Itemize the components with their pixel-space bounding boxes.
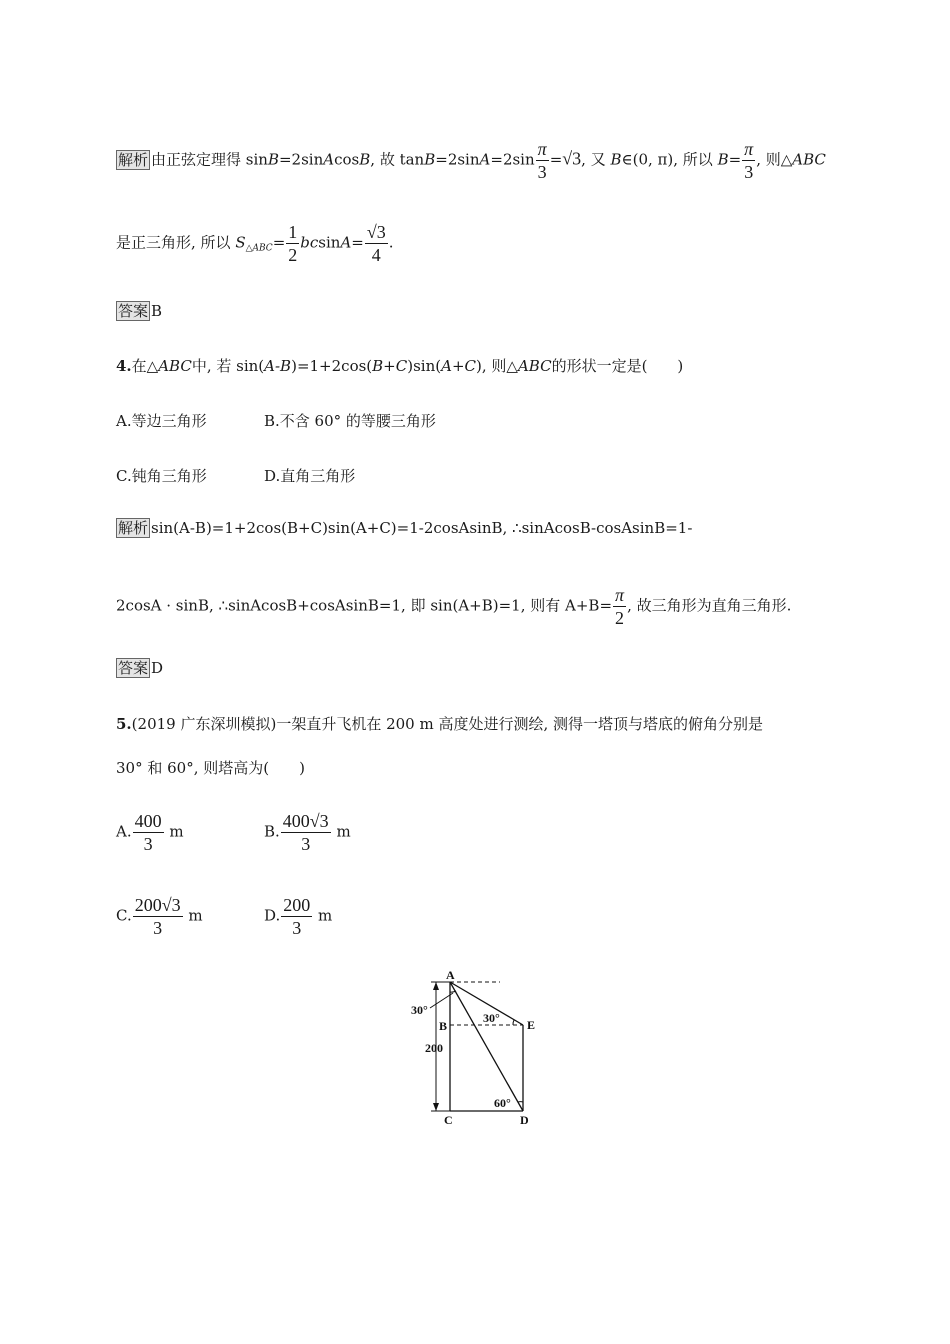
numerator: 400√3 xyxy=(282,811,329,831)
numerator: π xyxy=(615,585,625,605)
q4-option-d: D.直角三角形 xyxy=(264,467,356,485)
question-number: 5. xyxy=(116,715,132,733)
option-fraction xyxy=(281,894,312,939)
angle-label-30-mid: 30° xyxy=(483,1011,500,1025)
q5-option-c xyxy=(116,894,203,939)
var: A xyxy=(323,150,335,169)
jiexi-tag: 解析 xyxy=(118,150,149,169)
answer-value: D xyxy=(151,659,164,677)
text: = xyxy=(351,233,364,252)
answer-value: B xyxy=(151,302,163,320)
q4-option-b: B.不含 60° 的等腰三角形 xyxy=(264,412,436,430)
angle-arc-e xyxy=(513,1020,514,1025)
label-height-200: 200 xyxy=(425,1041,443,1055)
var: B+C xyxy=(372,357,408,375)
var: ABC xyxy=(158,357,192,375)
text: cos xyxy=(334,150,360,169)
radical-sqrt3: √3 xyxy=(562,148,582,169)
question4-stem xyxy=(116,356,683,376)
var: A xyxy=(340,233,352,252)
question-number: 4. xyxy=(116,357,132,375)
denominator: 2 xyxy=(615,608,625,628)
fraction-pi-over-2 xyxy=(613,584,626,629)
text: ∈(0, π), 所以 xyxy=(621,150,718,169)
answer-tag: 答案 xyxy=(118,302,149,320)
arrow-down xyxy=(433,1103,439,1111)
q4-option-a: A.等边三角形 xyxy=(116,412,207,430)
unit: m xyxy=(336,822,351,841)
text: ), 则△ xyxy=(476,357,518,375)
text: = xyxy=(549,150,563,169)
text: . xyxy=(388,233,394,252)
text: 2cosA · sinB, ∴sinAcosB+cosAsinB=1, 即 sin(A+B)=1, 则有 A+B= xyxy=(116,596,613,615)
option-fraction xyxy=(133,810,164,855)
tower-diagram xyxy=(400,968,550,1128)
arrow-up xyxy=(433,982,439,990)
denominator: 4 xyxy=(371,245,381,265)
solution3-line2 xyxy=(116,221,394,266)
question5-stem-line2: 30° 和 60°, 则塔高为( ) xyxy=(116,759,305,777)
text: )=1+2cos( xyxy=(291,357,373,375)
subscript: △ABC xyxy=(245,243,273,254)
numerator: 400 xyxy=(134,811,162,831)
denominator: 3 xyxy=(143,834,153,854)
label-c: C xyxy=(444,1113,453,1127)
denominator: 3 xyxy=(744,162,754,182)
text: , 故 tan xyxy=(370,150,425,169)
text: 的形状一定是( ) xyxy=(551,357,684,375)
text: = xyxy=(728,150,742,169)
text: , 又 xyxy=(581,150,611,169)
numerator: 200 xyxy=(283,895,311,915)
angle-label-30-left: 30° xyxy=(411,1003,428,1017)
unit: m xyxy=(188,906,203,925)
question5-stem-line1 xyxy=(116,714,763,734)
var: ABC xyxy=(517,357,552,375)
var: B xyxy=(267,150,279,169)
var: bc xyxy=(300,233,319,252)
option-label: D. xyxy=(264,906,281,925)
option-fraction xyxy=(133,894,183,939)
q4-solution-line1 xyxy=(116,518,692,538)
denominator: 3 xyxy=(292,918,302,938)
numerator: π xyxy=(537,139,547,159)
numerator: π xyxy=(744,139,754,159)
text: = xyxy=(272,233,286,252)
fraction-pi-over-3 xyxy=(536,138,549,183)
option-fraction xyxy=(281,810,331,855)
label-e: E xyxy=(527,1018,536,1032)
var: B xyxy=(717,150,729,169)
text: sin xyxy=(318,233,341,252)
answer-tag: 答案 xyxy=(118,659,149,677)
option-label: A. xyxy=(116,822,132,841)
angle-arc-a xyxy=(450,991,456,992)
var: B xyxy=(610,150,622,169)
text: (2019 广东深圳模拟)一架直升飞机在 200 m 高度处进行测绘, 测得一塔顶与塔底的俯角分别是 xyxy=(131,715,764,733)
var: A xyxy=(479,150,491,169)
q5-option-a xyxy=(116,810,184,855)
label-a: A xyxy=(446,968,455,982)
option-label: B. xyxy=(264,822,280,841)
q4-solution-line2 xyxy=(116,584,791,629)
var: A+C xyxy=(441,357,476,375)
text: sin(A-B)=1+2cos(B+C)sin(A+C)=1-2cosAsinB, ∴sinAcosB-cosAsinB=1- xyxy=(151,519,693,537)
text: =2sin xyxy=(435,150,480,169)
text: , 则△ xyxy=(756,150,793,169)
text: 由正弦定理得 sin xyxy=(151,150,268,169)
denominator: 3 xyxy=(153,918,163,938)
unit: m xyxy=(318,906,333,925)
fraction-sqrt3-over-4 xyxy=(365,221,388,266)
angle-label-60: 60° xyxy=(494,1096,511,1110)
unit: m xyxy=(169,822,184,841)
q4-answer xyxy=(116,658,163,678)
label-b: B xyxy=(439,1019,448,1033)
denominator: 3 xyxy=(537,162,547,182)
text: 在△ xyxy=(131,357,159,375)
text: 中, 若 sin( xyxy=(191,357,265,375)
var: S xyxy=(235,233,246,252)
q5-option-d xyxy=(264,894,332,939)
option-label: C. xyxy=(116,906,132,925)
fraction-one-half xyxy=(286,221,299,266)
solution3-answer xyxy=(116,301,162,321)
var: B xyxy=(424,150,436,169)
var: ABC xyxy=(792,150,826,169)
text: =2sin xyxy=(490,150,535,169)
jiexi-tag: 解析 xyxy=(118,519,149,537)
denominator: 2 xyxy=(288,245,298,265)
denominator: 3 xyxy=(301,834,311,854)
var: B xyxy=(359,150,371,169)
segment-ad xyxy=(450,982,523,1111)
text: , 故三角形为直角三角形. xyxy=(627,596,792,615)
solution3-line1 xyxy=(116,138,826,183)
fraction-pi-over-3-b xyxy=(742,138,755,183)
text: )sin( xyxy=(407,357,442,375)
q5-option-b xyxy=(264,810,351,855)
numerator: 200√3 xyxy=(134,895,181,915)
label-d: D xyxy=(520,1113,529,1127)
q4-option-c: C.钝角三角形 xyxy=(116,467,207,485)
numerator: 1 xyxy=(288,222,298,242)
text: =2sin xyxy=(278,150,324,169)
text: 是正三角形, 所以 xyxy=(116,233,236,252)
var: A-B xyxy=(264,357,292,375)
numerator: √3 xyxy=(366,222,386,242)
